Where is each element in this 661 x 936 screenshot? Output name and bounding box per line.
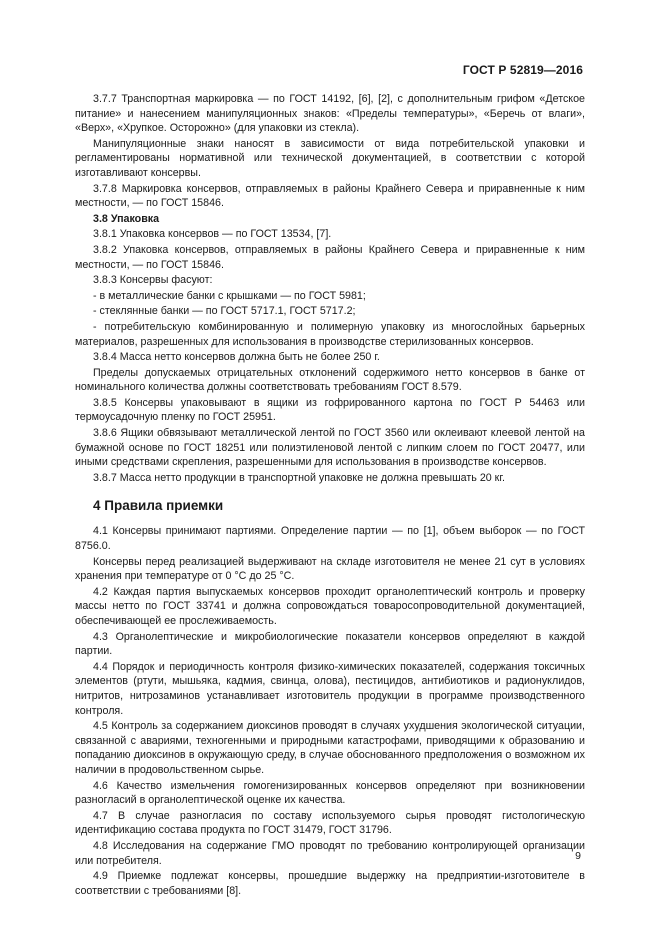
paragraph-3-8-2: 3.8.2 Упаковка консервов, отправляемых в районы Крайнего Севера и приравненные к ним местности, — по ГОСТ 15846. xyxy=(75,243,585,271)
page-number: 9 xyxy=(575,850,581,862)
paragraph-net-deviation: Пределы допускаемых отрицательных отклонений содержимого нетто консервов в банке от номинального количества должны соответствовать требованиям ГОСТ 8.579. xyxy=(75,366,585,394)
paragraph-4-5: 4.5 Контроль за содержанием диоксинов проводят в случаях ухудшения экологической ситуации, связанной с авариями, техногенными и природными катастрофами, приводящими к образованию и попаданию диоксинов в окружающую среду, в случае обоснованного предположения о возможном их наличии в продовольственном сырье. xyxy=(75,720,585,776)
paragraph-4-6: 4.6 Качество измельчения гомогенизированных консервов определяют при возникновении разногласий в органолептической оценке их качества. xyxy=(75,779,585,807)
list-item-polymer-packaging: - потребительскую комбинированную и полимерную упаковку из многослойных барьерных материалов, разрешенных для использования в производстве стерилизованных консервов. xyxy=(75,320,585,348)
paragraph-4-3: 4.3 Органолептические и микробиологические показатели консервов определяют в каждой партии. xyxy=(75,630,585,658)
paragraph-3-7-7: 3.7.7 Транспортная маркировка — по ГОСТ 14192, [6], [2], с дополнительным грифом «Детское питание» и нанесением манипуляционных знаков: «Пределы температуры», «Беречь от влаги», «Верх», «Хрупкое. Осторожно» (для упаковки из стекла). xyxy=(75,93,585,135)
list-item-glass-jars: - стеклянные банки — по ГОСТ 5717.1, ГОСТ 5717.2; xyxy=(93,305,356,318)
paragraph-3-8-5: 3.8.5 Консервы упаковывают в ящики из гофрированного картона по ГОСТ Р 54463 или термоусадочную пленку по ГОСТ 25951. xyxy=(75,396,585,424)
paragraph-4-8: 4.8 Исследования на содержание ГМО проводят по требованию контролирующей организации или потребителя. xyxy=(75,839,585,867)
paragraph-3-8-3: 3.8.3 Консервы фасуют: xyxy=(93,274,213,287)
page-content xyxy=(75,92,585,899)
paragraph-handling-signs: Манипуляционные знаки наносят в зависимости от вида потребительской упаковки и регламентированы нормативной или технической документацией, в соответствии с которой изготавливают консервы. xyxy=(75,137,585,179)
section-title-4: 4 Правила приемки xyxy=(93,498,224,514)
list-item-metal-cans: - в металлические банки с крышками — по ГОСТ 5981; xyxy=(93,289,366,302)
paragraph-4-9: 4.9 Приемке подлежат консервы, прошедшие выдержку на предприятии-изготовителе в соответствии с требованиями [8]. xyxy=(75,870,585,897)
paragraph-4-4: 4.4 Порядок и периодичность контроля физико-химических показателей, содержания токсичных элементов (ртути, мышьяка, кадмия, свинца, олова), пестицидов, антибиотиков и радионуклидов, нитритов, нитрозаминов устанавливает изготовитель продукции в программе производственного контроля. xyxy=(75,660,585,717)
standard-header: ГОСТ Р 52819—2016 xyxy=(462,63,583,77)
paragraph-4-2: 4.2 Каждая партия выпускаемых консервов проходит органолептический контроль и проверку массы нетто по ГОСТ 33741 и должна сопровождаться товаросопроводительной документацией, обеспечивающей ее прослеживаемость. xyxy=(75,585,585,627)
paragraph-storage-before-sale: Консервы перед реализацией выдерживают на складе изготовителя не менее 21 сут в условиях хранения при температуре от 0 °С до 25 °С. xyxy=(75,555,585,583)
subsection-title-3-8: 3.8 Упаковка xyxy=(93,212,160,225)
paragraph-3-8-4: 3.8.4 Масса нетто консервов должна быть не более 250 г. xyxy=(93,351,380,364)
paragraph-4-7: 4.7 В случае разногласия по составу используемого сырья проводят гистологическую идентификацию состава продукта по ГОСТ 31479, ГОСТ 31796. xyxy=(75,809,585,837)
paragraph-3-8-1: 3.8.1 Упаковка консервов — по ГОСТ 13534, [7]. xyxy=(93,228,332,241)
paragraph-3-7-8: 3.7.8 Маркировка консервов, отправляемых в районы Крайнего Севера и приравненные к ним местности, — по ГОСТ 15846. xyxy=(75,182,585,210)
paragraph-3-8-6: 3.8.6 Ящики обвязывают металлической лентой по ГОСТ 3560 или оклеивают клеевой лентой на бумажной основе по ГОСТ 18251 или полиэтиленовой лентой с липким слоем по ГОСТ 20477, или иными средствами скрепления, разрешенными для использования в производстве консервов. xyxy=(75,427,585,469)
paragraph-4-1: 4.1 Консервы принимают партиями. Определение партии — по [1], объем выборок — по ГОСТ 8756.0. xyxy=(75,525,585,553)
paragraph-3-8-7: 3.8.7 Масса нетто продукции в транспортной упаковке не должна превышать 20 кг. xyxy=(93,471,505,484)
